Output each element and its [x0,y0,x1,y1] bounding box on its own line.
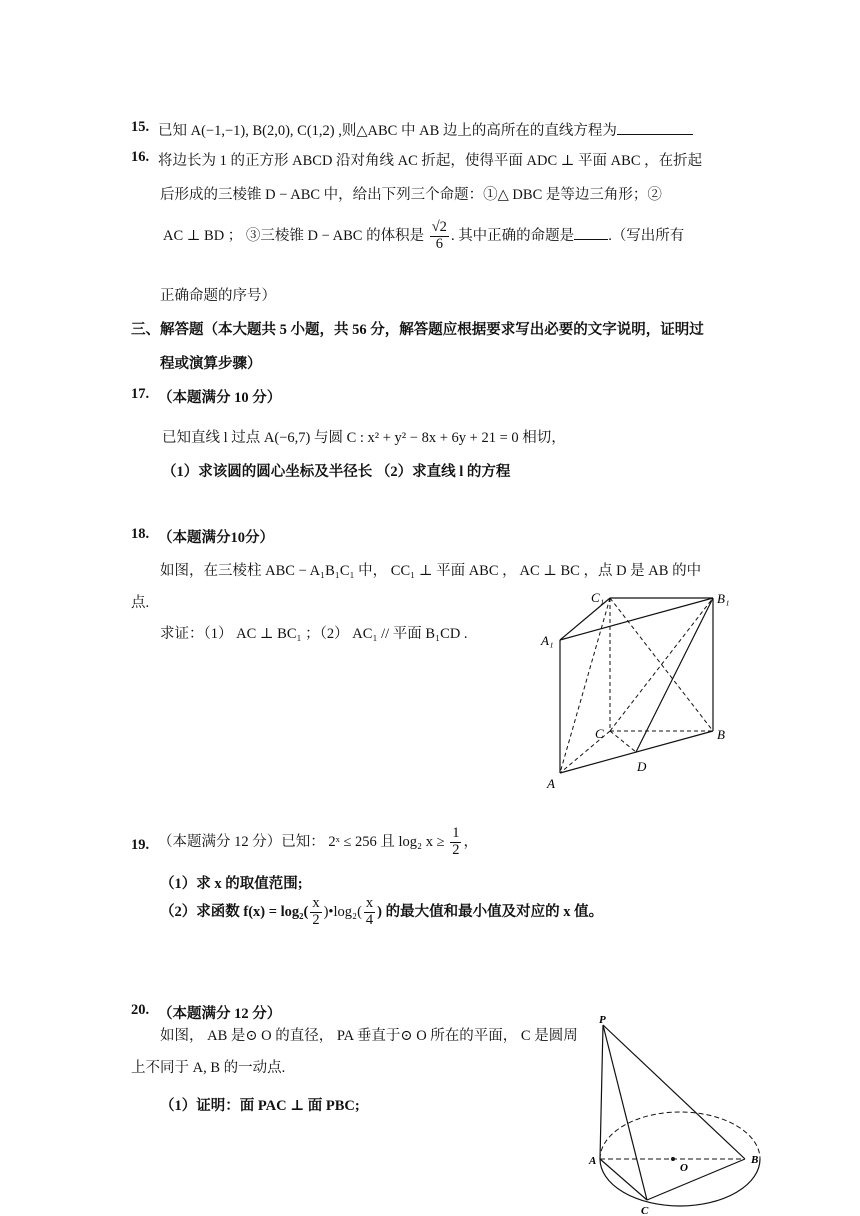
q19-intro: （本题满分 12 分）已知： 2ˣ ≤ 256 且 log₂ x ≥ [158,833,445,850]
label-a: A [589,1155,597,1167]
section3-heading-cont: 程或演算步骤） [160,356,262,372]
q16-line-4: 正确命题的序号） [160,288,276,304]
q19-line-2: （1）求 x 的取值范围; [160,876,303,892]
q20-score: （本题满分 12 分） [158,1006,282,1022]
q17-score: （本题满分 10 分） [158,390,282,406]
q17-line-2: （1）求该圆的圆心坐标及半径长 （2）求直线 l 的方程 [162,464,511,480]
q16-fraction-denominator: 6 [435,235,443,252]
q16-fraction-numerator: √2 [431,219,447,235]
q19-comma: ， [463,833,478,850]
label-p: P [599,1014,606,1026]
q18-score: （本题满分10分） [158,530,274,546]
q19-fraction-denominator: 2 [452,841,460,858]
q16-line-3 [163,220,684,253]
edge-p-c [603,1025,647,1200]
q16-line-3c: .（写出所有 [608,227,685,244]
q18-line-3: 求证：（1） AC ⊥ BC₁ ；（2） AC₁ // 平面 B₁CD . [160,626,468,642]
q17-number: 17. [131,386,150,402]
q15-answer-blank [617,134,693,135]
section3-heading: 三、解答题（本大题共 5 小题，共 56 分，解答题应根据要求写出必要的文字说明，证明过 [131,322,704,338]
label-a: A [547,776,555,791]
q19-fraction-x-over-4 [364,896,375,929]
prism-figure [535,585,745,795]
q19-fraction-x-over-2 [310,896,321,929]
q16-line-2: 后形成的三棱锥 D − ABC 中，给出下列三个命题：①△ DBC 是等边三角形；② [160,187,662,203]
q19-f2-denominator: 4 [365,911,374,928]
q16-line-3a: AC ⊥ BD ； ③三棱锥 D − ABC 的体积是 [163,227,425,244]
label-b1: B₁ [717,591,730,606]
q16-number: 16. [131,149,150,165]
label-c1: C₁ [591,590,605,605]
q19-f1-numerator: x [312,895,320,911]
label-c: C [641,1205,649,1216]
q17-line-1: 已知直线 l 过点 A(−6,7) 与圆 C : x² + y² − 8x + 6y + 21 = 0 相切， [162,430,566,446]
label-a1: A₁ [541,633,554,648]
q20-line-1: 如图， AB 是⊙ O 的直径， PA 垂直于⊙ O 所在的平面， C 是圆周 [160,1028,578,1044]
q20-number: 20. [131,1002,150,1018]
label-c: C [595,726,604,741]
q18-line-2: 点. [131,595,150,611]
center-point [671,1157,675,1161]
q19-half-fraction [450,826,461,859]
label-d: D [637,759,647,774]
edge-b1-d [636,598,713,752]
q19-fraction-numerator: 1 [452,825,460,841]
q20-line-3: （1）证明：面 PAC ⊥ 面 PBC; [160,1098,360,1114]
label-o: O [680,1162,688,1174]
edge-c-d [610,731,636,752]
edge-c-b [647,1159,745,1200]
q19-line-3c: ) 的最大值和最小值及对应的 x 值。 [377,903,604,920]
q15-statement: 已知 A(−1,−1), B(2,0), C(1,2) ,则△ABC 中 AB 边上的高所在的直线方程为 [158,123,617,139]
q18-line-1: 如图，在三棱柱 ABC − A₁B₁C₁ 中， CC₁ ⊥ 平面 ABC ， AC ⊥ BC ，点 D 是 AB 的中 [160,563,702,579]
q19-f2-numerator: x [365,895,374,911]
edge-c1-a [560,598,610,773]
q20-line-2: 上不同于 A, B 的一动点. [131,1060,286,1076]
q16-line-3b: . 其中正确的命题是 [450,227,575,244]
q16-answer-blank [574,239,608,240]
q19-line-3a: （2）求函数 f(x) = log₂( [160,903,309,920]
q19-number: 19. [131,837,150,853]
edge-p-b [603,1025,745,1159]
edge-p-a [600,1025,603,1159]
q19-line-3 [160,896,603,929]
q18-number: 18. [131,526,150,542]
q15-number: 15. [131,119,150,135]
label-b: B [751,1154,759,1166]
cone-figure [585,1010,775,1216]
q19-line-1 [158,826,478,859]
q19-line-3b: )•log₂( [323,903,362,920]
q16-line-1: 将边长为 1 的正方形 ABCD 沿对角线 AC 折起，使得平面 ADC ⊥ 平面 ABC ，在折起 [158,153,703,169]
q19-f1-denominator: 2 [312,911,320,928]
q16-volume-fraction [430,220,449,253]
q15-text [158,119,693,140]
label-b: B [717,727,725,742]
circle-back-arc [600,1112,760,1159]
edge-a1-b1 [560,598,713,640]
